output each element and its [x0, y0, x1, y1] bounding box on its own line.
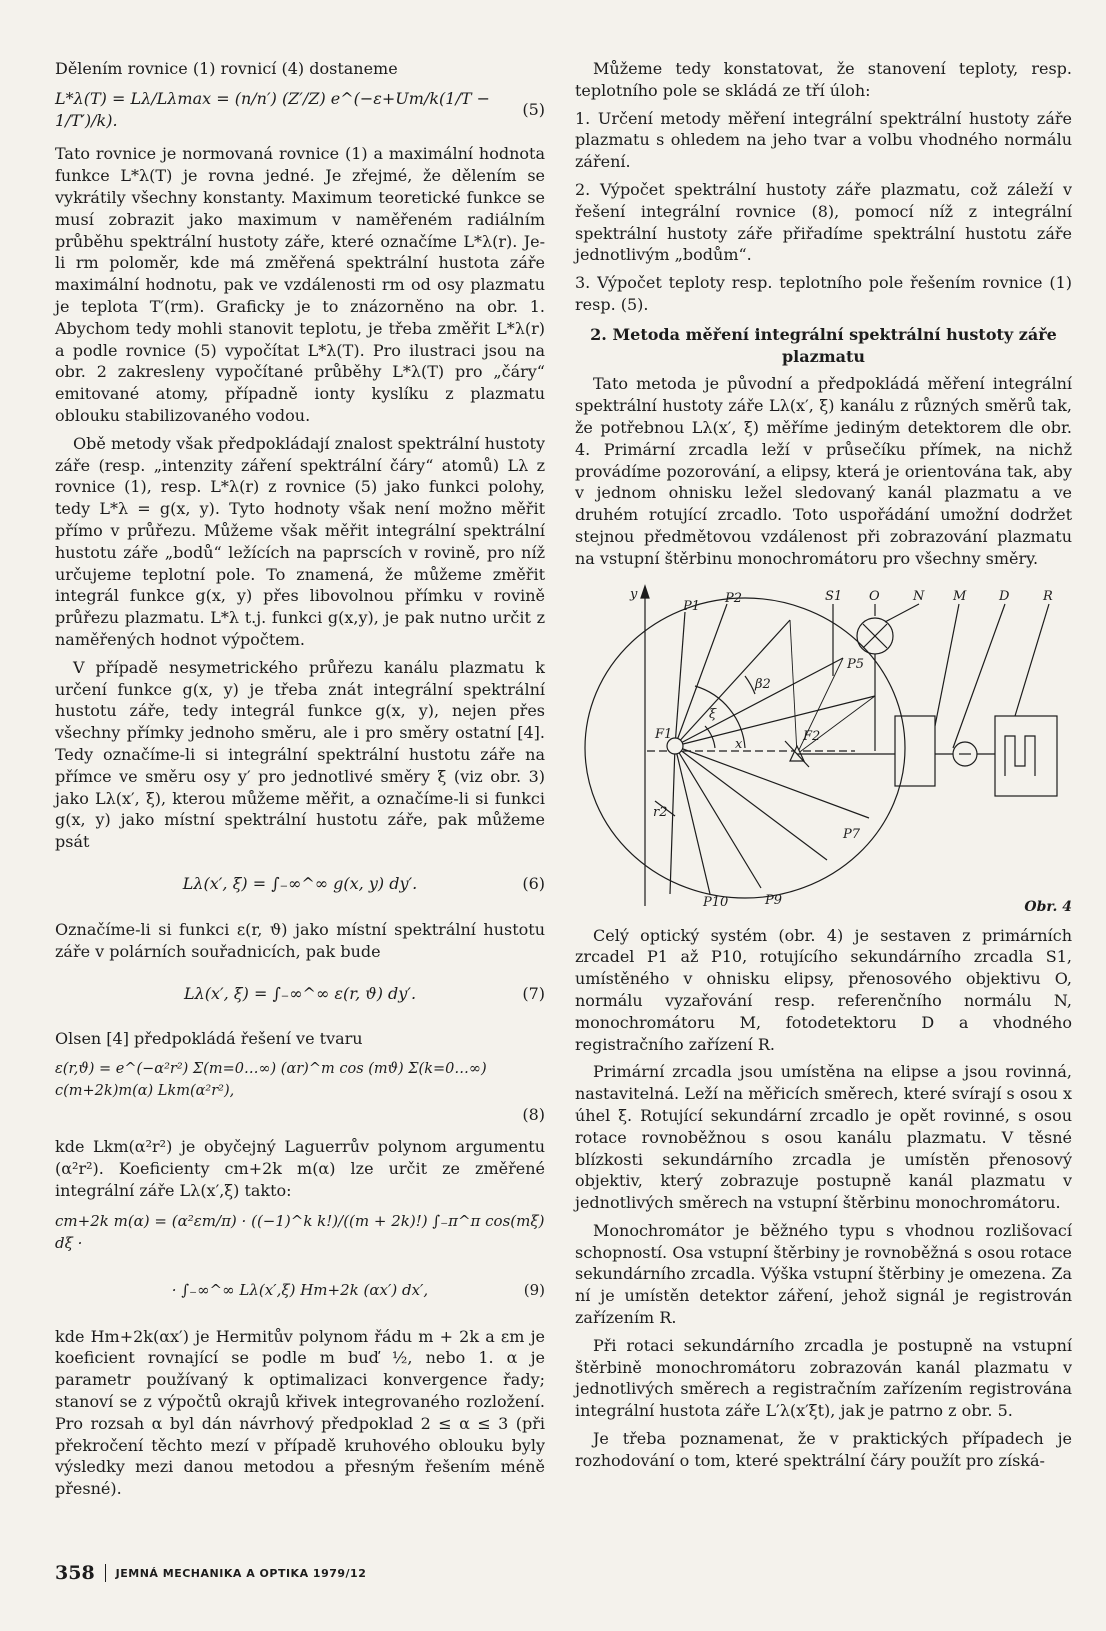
- figure-caption: Obr. 4: [1024, 898, 1072, 915]
- equation-6-body: Lλ(x′, ξ) = ∫₋∞^∞ g(x, y) dy′.: [182, 873, 418, 893]
- journal-name: JEMNÁ MECHANIKA A OPTIKA 1979/12: [115, 1566, 367, 1580]
- paragraph-polar-coordinates: Označíme-li si funkci ε(r, ϑ) jako místní spektrální hustotu záře v polárních souřadnicích, pak bude: [55, 919, 545, 961]
- label-beta: β2: [755, 676, 771, 692]
- r-leader: [1015, 604, 1049, 716]
- intro-paragraph: Dělením rovnice (1) rovnicí (4) dostaneme: [55, 59, 398, 78]
- label-p5: P5: [847, 656, 865, 672]
- equation-5-number: (5): [522, 99, 545, 119]
- label-s1: S1: [825, 588, 843, 604]
- n-leader: [885, 604, 919, 622]
- y-axis-arrow-icon: [641, 586, 649, 598]
- equation-7-number: (7): [522, 983, 545, 1003]
- right-column: [575, 58, 1072, 1478]
- equation-8-number: (8): [522, 1105, 545, 1125]
- monochromator-box: [895, 716, 935, 786]
- paragraph-asymmetric-section: V případě nesymetrického průřezu kanálu plazmatu k určení funkce g(x, y) je třeba znát integrální spektrální hustotu záře, tedy integrál funkce g(x, y), nejen přes všechny přímky jednoho směru, ale i pro směry ostatní [4]. Tedy označíme-li si integrální spektrální hustotu záře na přímce ve směru osy y′ pro jednotlivé směry ξ (viz obr. 3) jako Lλ(x′, ξ), kterou můžeme měřit, a označíme-li si funkci g(x, y) jako místní spektrální hustotu záře, pak můžeme psát: [55, 657, 545, 852]
- label-r: R: [1043, 588, 1053, 604]
- recorder-trace: [1005, 736, 1035, 776]
- label-xi: ξ: [709, 706, 717, 722]
- paragraph-olsen: Olsen [4] předpokládá řešení ve tvaru: [55, 1029, 363, 1049]
- paragraph-rotation: Při rotaci sekundárního zrcadla je postupně na vstupní štěrbině monochromátoru zobrazován kanál plazmatu v jednotlivých směrech a registračním zařízením registrována integrální hustota záře L′λ(x′ξt), jak je patrno z obr. 5.: [575, 1335, 1072, 1421]
- page-footer: [55, 1562, 366, 1584]
- equation-5: [55, 88, 545, 132]
- figure-4: [575, 576, 1072, 921]
- equation-9-second-line: [55, 1268, 545, 1314]
- label-n: N: [913, 588, 925, 604]
- paragraph-primary-mirrors: Primární zrcadla jsou umístěna na elipse a jsou rovinná, nastavitelná. Leží na měřicích směrech, které svírají s osou x úhel ξ. Rotující sekundární zrcadlo je opět rovinné, s osou rotace rovnoběžnou s osou kanálu plazmatu. V těsné blízkosti sekundárního zrcadla je umístěn přenosový objektiv, který zobrazuje postupně kanál plazmatu v jednotlivých směrech na vstupní štěrbinu monochromátoru.: [575, 1062, 1072, 1213]
- label-p7: P7: [843, 826, 861, 842]
- equation-9-body-a: cm+2k m(α) = (α²εm/π) · ((−1)^k k!)/((m + 2k)!) ∫₋π^π cos(mξ) dξ ·: [55, 1211, 545, 1252]
- equation-6-number: (6): [522, 873, 545, 893]
- footer-divider: [105, 1564, 106, 1582]
- list-item-1: 1. Určení metody měření integrální spektrální hustoty záře plazmatu s ohledem na jeho tvar a volbu vhodného normálu záření.: [575, 108, 1072, 172]
- equation-6: [55, 861, 545, 907]
- label-r2: r2: [653, 804, 668, 820]
- section-heading: 2. Metoda měření integrální spektrální hustoty záře plazmatu: [590, 324, 1057, 366]
- paragraph-method-description: Tato metoda je původní a předpokládá měření integrální spektrální hustoty záře Lλ(x′, ξ) kanálu z různých směrů tak, že potřebnou Lλ(x′, ξ) měříme jediným detektorem dle obr. 4. Primární zrcadla leží v průsečíku přímek, na nichž provádíme pozorování, a elipsy, která je orientována tak, aby v jednom ohnisku ležel sledovaný kanál plazmatu a ve druhém rotující zrcadlo. Toto uspořádání umožní dodržet stejnou předmětovou vzdálenost při zobrazování plazmatu na vstupní štěrbinu monochromátoru pro všechny směry.: [575, 374, 1072, 568]
- list-item-3: 3. Výpočet teploty resp. teplotního pole řešením rovnice (1) resp. (5).: [575, 273, 1072, 314]
- equation-5-body: L*λ(T) = Lλ/Lλmax = (n/n′) (Z′/Z) e^(−ε+Um/k(1/T − 1/T′)/k).: [55, 88, 490, 130]
- equation-8: [55, 1058, 545, 1104]
- label-p10: P10: [703, 894, 729, 910]
- m-leader: [935, 604, 959, 726]
- label-x: x: [735, 736, 743, 752]
- equation-9-body-b: · ∫₋∞^∞ Lλ(x′,ξ) Hm+2k (αx′) dx′,: [171, 1280, 429, 1299]
- label-d: D: [999, 588, 1010, 604]
- paragraph-practical-note: Je třeba poznamenat, že v praktických případech je rozhodování o tom, které spektrální čáry použít pro získá-: [575, 1429, 1072, 1470]
- page-number: 358: [55, 1562, 95, 1584]
- primary-rays: [670, 604, 875, 894]
- label-o: O: [869, 588, 880, 604]
- d-leader: [953, 604, 1005, 748]
- paragraph-normalized-equation: Tato rovnice je normovaná rovnice (1) a maximální hodnota funkce L*λ(T) je rovna jedné. Je zřejmé, že dělením se vykrátily všechny konstanty. Maximum teoretické funkce se musí zobrazit jako maximum v naměřeném radiálním průběhu spektrální hustoty záře, které označíme L*λ(r). Je-li rm poloměr, kde má změřená spektrální hustota záře maximální hodnotu, pak ve vzdálenosti rm od osy plazmatu je teplota T′(rm). Graficky je to znázorněno na obr. 1. Abychom tedy mohli stanovit teplotu, je třeba změřit L*λ(r) a podle rovnice (5) vypočítat L*λ(T). Pro ilustraci jsou na obr. 2 zakresleny vypočítané průběhy L*λ(T) pro „čáry“ emitované atomy, případně ionty kyslíku z plazmatu oblouku stabilizovaného vodou.: [55, 144, 545, 425]
- left-column: [55, 58, 545, 1506]
- equation-9-first-line: [55, 1210, 545, 1256]
- list-item-2: 2. Výpočet spektrální hustoty záře plazmatu, což záleží v řešení integrální rovnice (8), pomocí níž z integrální spektrální hustoty záře přiřadíme spektrální hustotu záře jednotlivým „bodům“.: [575, 179, 1072, 265]
- paragraph-monochromator: Monochromátor je běžného typu s vhodnou rozlišovací schopností. Osa vstupní štěrbiny je rovnoběžná s osou rotace sekundárního zrcadla. Výška vstupní štěrbiny je omezena. Za ní je umístěn detektor záření, jehož signál je registrován zařízením R.: [575, 1220, 1072, 1328]
- paragraph-both-methods: Obě metody však předpokládají znalost spektrální hustoty záře (resp. „intenzity záření spektrální čáry“ atomů) Lλ z rovnice (1), resp. L*λ(r) z rovnice (5) jako funkci polohy, tedy L*λ = g(x, y). Tyto hodnoty však není možno měřit přímo v průřezu. Můžeme však měřit integrální spektrální hustotu záře „bodů“ ležících na paprscích v rovině, pro níž určujeme teplotní pole. To znamená, že můžeme změřit integrál funkce g(x, y) přes libovolnou přímku v rovině průřezu plazmatu. L*λ t.j. funkci g(x,y), je pak nutno určit z naměřených hodnot výpočtem.: [55, 433, 545, 649]
- recorder-box: [995, 716, 1057, 796]
- label-f2: F2: [803, 728, 821, 744]
- label-m: M: [953, 588, 967, 604]
- equation-8-body: ε(r,ϑ) = e^(−α²r²) Σ(m=0…∞) (αr)^m cos (mϑ) Σ(k=0…∞) c(m+2k)m(α) Lkm(α²r²),: [55, 1061, 487, 1100]
- equation-9-number: (9): [523, 1280, 545, 1299]
- paragraph-laguerre: kde Lkm(α²r²) je obyčejný Laguerrův polynom argumentu (α²r²). Koeficienty cm+2k m(α) lze určit ze změřené integrální záře Lλ(x′,ξ) takto:: [55, 1137, 545, 1200]
- equation-7-body: Lλ(x′, ξ) = ∫₋∞^∞ ε(r, ϑ) dy′.: [183, 983, 417, 1003]
- label-p2: P2: [725, 590, 743, 606]
- label-p9: P9: [765, 892, 783, 908]
- label-f1: F1: [655, 726, 673, 742]
- label-y: y: [630, 586, 638, 602]
- optical-system-diagram: [575, 576, 1072, 921]
- equation-7: [55, 970, 545, 1016]
- label-p1: P1: [683, 598, 701, 614]
- paragraph-optical-system: Celý optický systém (obr. 4) je sestaven z primárních zrcadel P1 až P10, rotujícího sekundárního zrcadla S1, umístěného v ohnisku elipsy, přenosového objektivu O, normálu vyzařování resp. referenčního normálu N, monochromátoru M, fotodetektoru D a vhodného registračního zařízení R.: [575, 925, 1072, 1054]
- equation-8-number-row: [55, 1106, 545, 1124]
- beta-arc: [745, 676, 755, 694]
- paragraph-conclusion: Můžeme tedy konstatovat, že stanovení teploty, resp. teplotního pole se skládá ze tří úloh:: [575, 59, 1072, 100]
- paragraph-hermite: kde Hm+2k(αx′) je Hermitův polynom řádu m + 2k a εm je koeficient rovnající se podle m buď ½, nebo 1. α je parametr používaný k optimalizaci konvergence řady; stanoví se z výpočtů okrajů křivek integrovaného rozložení. Pro rozsah α byl dán návrhový předpoklad 2 ≤ α ≤ 3 (při překročení těchto mezí v případě kruhového oblouku byly výsledky mezi danou metodou a přesným řešením méně přesné).: [55, 1326, 545, 1499]
